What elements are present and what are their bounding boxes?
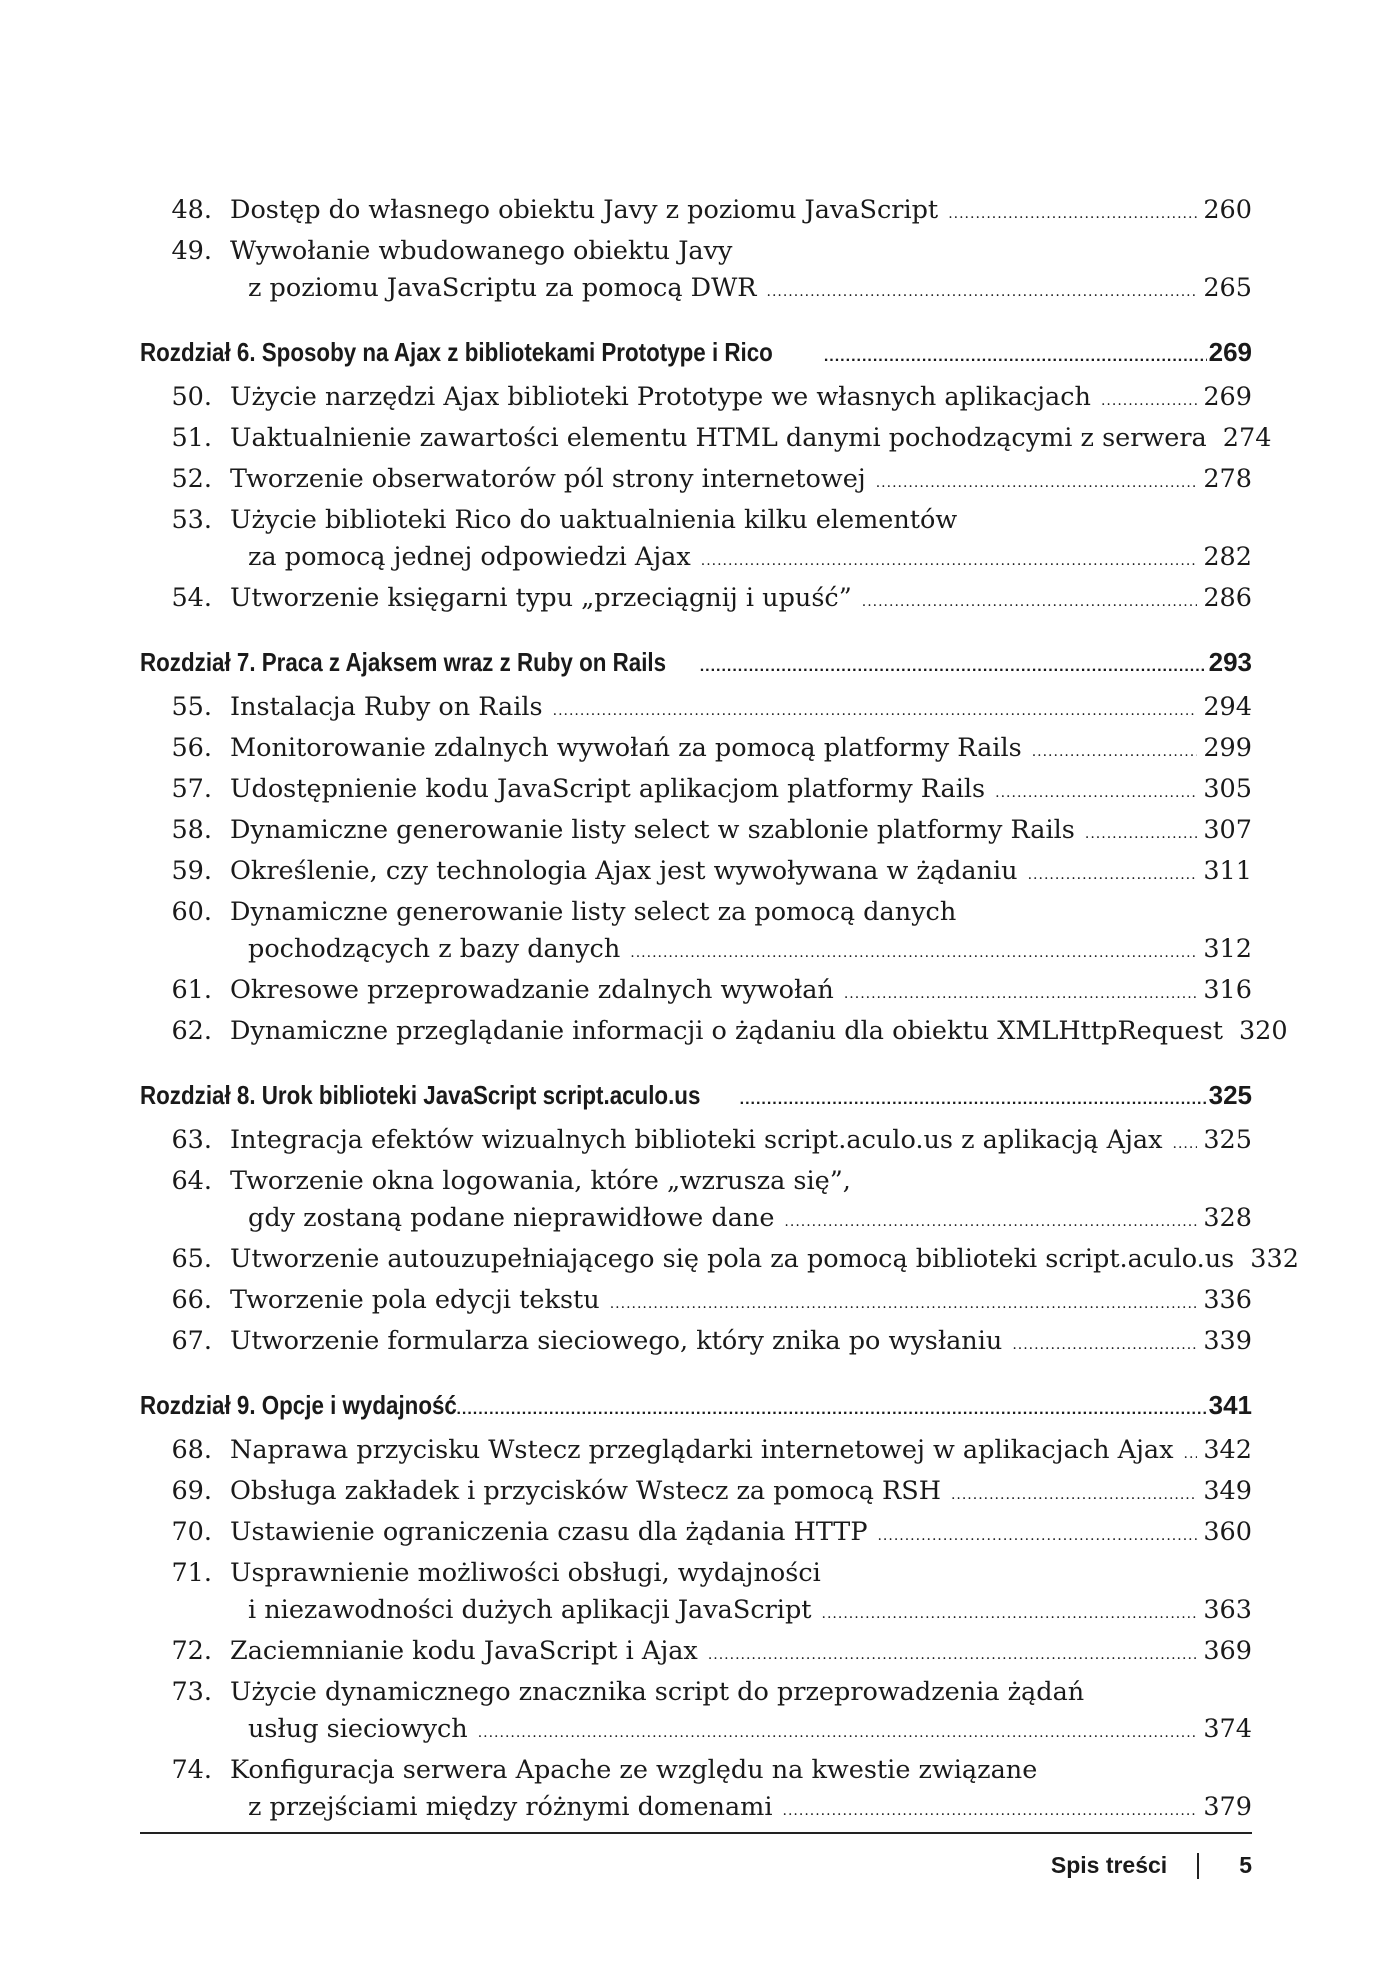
entry-title: Monitorowanie zdalnych wywołań za pomocą platformy Rails bbox=[230, 733, 1022, 763]
entry-page-number: 379 bbox=[1203, 1792, 1252, 1822]
entry-title: pochodzących z bazy danych bbox=[248, 934, 621, 964]
entry-number: 63. bbox=[171, 1125, 212, 1155]
toc-entry[interactable] bbox=[140, 1752, 1252, 1830]
toc-entry[interactable] bbox=[140, 192, 1252, 233]
entry-number: 49. bbox=[171, 236, 212, 266]
chapter-heading[interactable] bbox=[140, 1076, 1252, 1119]
toc-entry[interactable] bbox=[140, 1514, 1252, 1555]
entry-title: Okresowe przeprowadzanie zdalnych wywołań bbox=[230, 975, 834, 1005]
entry-page-number: 299 bbox=[1203, 733, 1252, 763]
entry-title-line: Dynamiczne generowanie listy select za pomocą danych bbox=[230, 897, 957, 927]
toc-entry[interactable] bbox=[140, 853, 1252, 894]
toc-entry[interactable] bbox=[140, 1674, 1252, 1752]
entry-number: 72. bbox=[171, 1636, 212, 1666]
entry-number: 59. bbox=[171, 856, 212, 886]
dot-leader bbox=[783, 1793, 1198, 1830]
footer-rule bbox=[140, 1832, 1252, 1834]
footer-separator bbox=[1197, 1853, 1199, 1879]
entry-page-number: 328 bbox=[1203, 1203, 1252, 1233]
chapter-page-number: 325 bbox=[1208, 1080, 1252, 1110]
entry-title: Tworzenie obserwatorów pól strony internetowej bbox=[230, 464, 866, 494]
entry-title: i niezawodności dużych aplikacji JavaScript bbox=[248, 1595, 812, 1625]
toc-entry[interactable] bbox=[140, 1323, 1252, 1364]
entry-number: 50. bbox=[171, 382, 212, 412]
entry-title: Instalacja Ruby on Rails bbox=[230, 692, 543, 722]
entry-number: 71. bbox=[171, 1558, 212, 1588]
entry-title: Dynamiczne generowanie listy select w szablonie platformy Rails bbox=[230, 815, 1075, 845]
entry-number: 62. bbox=[171, 1016, 212, 1046]
dot-leader bbox=[844, 976, 1197, 1013]
dot-leader bbox=[822, 1596, 1198, 1633]
dot-leader bbox=[951, 1477, 1197, 1514]
entry-title: Ustawienie ograniczenia czasu dla żądania HTTP bbox=[230, 1517, 868, 1547]
chapter-title: Rozdział 9. Opcje i wydajność bbox=[140, 1390, 457, 1420]
dot-leader bbox=[995, 775, 1197, 812]
dot-leader bbox=[877, 1518, 1197, 1555]
entry-page-number: 286 bbox=[1203, 583, 1252, 613]
toc-entry[interactable] bbox=[140, 894, 1252, 972]
toc-entry[interactable] bbox=[140, 730, 1252, 771]
toc-entry[interactable] bbox=[140, 771, 1252, 812]
dot-leader bbox=[740, 1081, 1207, 1119]
entry-number: 51. bbox=[171, 423, 212, 453]
chapter-heading[interactable] bbox=[140, 643, 1252, 686]
entry-title: Naprawa przycisku Wstecz przeglądarki internetowej w aplikacjach Ajax bbox=[230, 1435, 1174, 1465]
entry-page-number: 342 bbox=[1203, 1435, 1252, 1465]
dot-leader bbox=[948, 196, 1197, 233]
entry-title: za pomocą jednej odpowiedzi Ajax bbox=[248, 542, 691, 572]
chapter-heading[interactable] bbox=[140, 333, 1252, 376]
entry-title: Tworzenie pola edycji tekstu bbox=[230, 1285, 600, 1315]
entry-title-line: Wywołanie wbudowanego obiektu Javy bbox=[230, 236, 733, 266]
entry-page-number: 336 bbox=[1203, 1285, 1252, 1315]
entry-title-line: Usprawnienie możliwości obsługi, wydajności bbox=[230, 1558, 821, 1588]
entry-number: 53. bbox=[171, 505, 212, 535]
toc-entry[interactable] bbox=[140, 233, 1252, 311]
dot-leader bbox=[1085, 816, 1197, 853]
toc-entry[interactable] bbox=[140, 1013, 1288, 1054]
entry-page-number: 282 bbox=[1203, 542, 1252, 572]
entry-page-number: 278 bbox=[1203, 464, 1252, 494]
entry-title-line: Użycie biblioteki Rico do uaktualnienia kilku elementów bbox=[230, 505, 958, 535]
toc-entry[interactable] bbox=[140, 379, 1252, 420]
entry-title: gdy zostaną podane nieprawidłowe dane bbox=[248, 1203, 775, 1233]
entry-title: Określenie, czy technologia Ajax jest wywoływana w żądaniu bbox=[230, 856, 1018, 886]
toc-entry[interactable] bbox=[140, 461, 1252, 502]
dot-leader bbox=[700, 648, 1207, 686]
toc-entry[interactable] bbox=[140, 1282, 1252, 1323]
dot-leader bbox=[784, 1204, 1197, 1241]
chapter-title: Rozdział 8. Urok biblioteki JavaScript script.aculo.us bbox=[140, 1080, 701, 1110]
toc-entry[interactable] bbox=[140, 1432, 1252, 1473]
toc-entry[interactable] bbox=[140, 1163, 1252, 1241]
entry-number: 65. bbox=[171, 1244, 212, 1274]
entry-number: 60. bbox=[171, 897, 212, 927]
entry-page-number: 260 bbox=[1203, 195, 1252, 225]
entry-page-number: 269 bbox=[1203, 382, 1252, 412]
dot-leader bbox=[553, 693, 1198, 730]
dot-leader bbox=[862, 584, 1198, 621]
toc-entry[interactable] bbox=[140, 502, 1252, 580]
chapter-heading[interactable] bbox=[140, 1386, 1252, 1429]
entry-page-number: 332 bbox=[1250, 1244, 1299, 1274]
entry-page-number: 374 bbox=[1203, 1714, 1252, 1744]
entry-page-number: 325 bbox=[1203, 1125, 1252, 1155]
dot-leader bbox=[1028, 857, 1198, 894]
toc-entry[interactable] bbox=[140, 580, 1252, 621]
entry-number: 58. bbox=[171, 815, 212, 845]
toc-entry[interactable] bbox=[140, 689, 1252, 730]
entry-number: 67. bbox=[171, 1326, 212, 1356]
toc-entry[interactable] bbox=[140, 812, 1252, 853]
dot-leader bbox=[1184, 1436, 1198, 1473]
dot-leader bbox=[767, 274, 1198, 311]
chapter-title: Rozdział 6. Sposoby na Ajax z bibliotekami Prototype i Rico bbox=[140, 337, 773, 367]
footer-section-title: Spis treści bbox=[1050, 1852, 1168, 1878]
dot-leader bbox=[1032, 734, 1198, 771]
dot-leader bbox=[478, 1715, 1198, 1752]
entry-number: 52. bbox=[171, 464, 212, 494]
chapter-page-number: 341 bbox=[1208, 1390, 1252, 1420]
entry-number: 61. bbox=[171, 975, 212, 1005]
toc-entry[interactable] bbox=[140, 1633, 1252, 1674]
entry-number: 68. bbox=[171, 1435, 212, 1465]
dot-leader bbox=[630, 935, 1197, 972]
dot-leader bbox=[1101, 383, 1197, 420]
entry-page-number: 339 bbox=[1203, 1326, 1252, 1356]
entry-title: Obsługa zakładek i przycisków Wstecz za pomocą RSH bbox=[230, 1476, 941, 1506]
entry-title: Użycie narzędzi Ajax biblioteki Prototype we własnych aplikacjach bbox=[230, 382, 1091, 412]
entry-title: Dynamiczne przeglądanie informacji o żądaniu dla obiektu XMLHttpRequest bbox=[230, 1016, 1223, 1046]
entry-title-line: Użycie dynamicznego znacznika script do przeprowadzenia żądań bbox=[230, 1677, 1085, 1707]
dot-leader bbox=[456, 1391, 1206, 1429]
entry-number: 48. bbox=[171, 195, 212, 225]
entry-number: 56. bbox=[171, 733, 212, 763]
entry-page-number: 311 bbox=[1203, 856, 1252, 886]
entry-number: 57. bbox=[171, 774, 212, 804]
dot-leader bbox=[610, 1286, 1198, 1323]
toc-entry[interactable] bbox=[140, 972, 1252, 1013]
entry-number: 66. bbox=[171, 1285, 212, 1315]
entry-page-number: 369 bbox=[1203, 1636, 1252, 1666]
dot-leader bbox=[824, 338, 1207, 376]
entry-title: z przejściami między różnymi domenami bbox=[248, 1792, 773, 1822]
dot-leader bbox=[701, 543, 1198, 580]
entry-page-number: 274 bbox=[1222, 423, 1272, 453]
entry-title: Integracja efektów wizualnych biblioteki script.aculo.us z aplikacją Ajax bbox=[230, 1125, 1163, 1155]
entry-title: Utworzenie księgarni typu „przeciągnij i upuść” bbox=[230, 583, 852, 613]
entry-page-number: 307 bbox=[1203, 815, 1252, 845]
chapter-page-number: 293 bbox=[1208, 647, 1252, 677]
entry-title-line: Konfiguracja serwera Apache ze względu na kwestie związane bbox=[230, 1755, 1038, 1785]
page-footer bbox=[140, 1832, 1252, 1878]
entry-page-number: 305 bbox=[1203, 774, 1252, 804]
entry-number: 54. bbox=[171, 583, 212, 613]
dot-leader bbox=[876, 465, 1198, 502]
toc-entry[interactable] bbox=[140, 1122, 1252, 1163]
dot-leader bbox=[1173, 1126, 1198, 1163]
dot-leader bbox=[1012, 1327, 1197, 1364]
table-of-contents bbox=[140, 192, 1299, 1830]
footer-page-number: 5 bbox=[1239, 1852, 1252, 1878]
entry-title: Utworzenie autouzupełniającego się pola za pomocą biblioteki script.aculo.us bbox=[230, 1244, 1235, 1274]
entry-page-number: 320 bbox=[1238, 1016, 1288, 1046]
entry-number: 69. bbox=[171, 1476, 212, 1506]
entry-title: usług sieciowych bbox=[248, 1714, 468, 1744]
toc-entry[interactable] bbox=[140, 420, 1272, 461]
entry-page-number: 294 bbox=[1203, 692, 1252, 722]
entry-title: z poziomu JavaScriptu za pomocą DWR bbox=[248, 273, 757, 303]
entry-number: 64. bbox=[171, 1166, 212, 1196]
dot-leader bbox=[708, 1637, 1198, 1674]
entry-number: 73. bbox=[171, 1677, 212, 1707]
entry-number: 55. bbox=[171, 692, 212, 722]
entry-page-number: 316 bbox=[1203, 975, 1252, 1005]
chapter-page-number: 269 bbox=[1208, 337, 1252, 367]
entry-number: 70. bbox=[171, 1517, 212, 1547]
entry-page-number: 349 bbox=[1203, 1476, 1252, 1506]
entry-title: Udostępnienie kodu JavaScript aplikacjom platformy Rails bbox=[230, 774, 986, 804]
toc-entry[interactable] bbox=[140, 1473, 1252, 1514]
entry-title: Utworzenie formularza sieciowego, który znika po wysłaniu bbox=[230, 1326, 1003, 1356]
entry-page-number: 265 bbox=[1203, 273, 1252, 303]
entry-title: Zaciemnianie kodu JavaScript i Ajax bbox=[230, 1636, 698, 1666]
entry-page-number: 312 bbox=[1203, 934, 1252, 964]
toc-entry[interactable] bbox=[140, 1241, 1299, 1282]
entry-title: Dostęp do własnego obiektu Javy z poziomu JavaScript bbox=[230, 195, 939, 225]
entry-title: Uaktualnienie zawartości elementu HTML danymi pochodzącymi z serwera bbox=[230, 423, 1207, 453]
entry-page-number: 360 bbox=[1203, 1517, 1252, 1547]
entry-page-number: 363 bbox=[1203, 1595, 1252, 1625]
entry-title-line: Tworzenie okna logowania, które „wzrusza się”, bbox=[230, 1166, 851, 1196]
chapter-title: Rozdział 7. Praca z Ajaksem wraz z Ruby on Rails bbox=[140, 647, 667, 677]
toc-entry[interactable] bbox=[140, 1555, 1252, 1633]
entry-number: 74. bbox=[171, 1755, 212, 1785]
